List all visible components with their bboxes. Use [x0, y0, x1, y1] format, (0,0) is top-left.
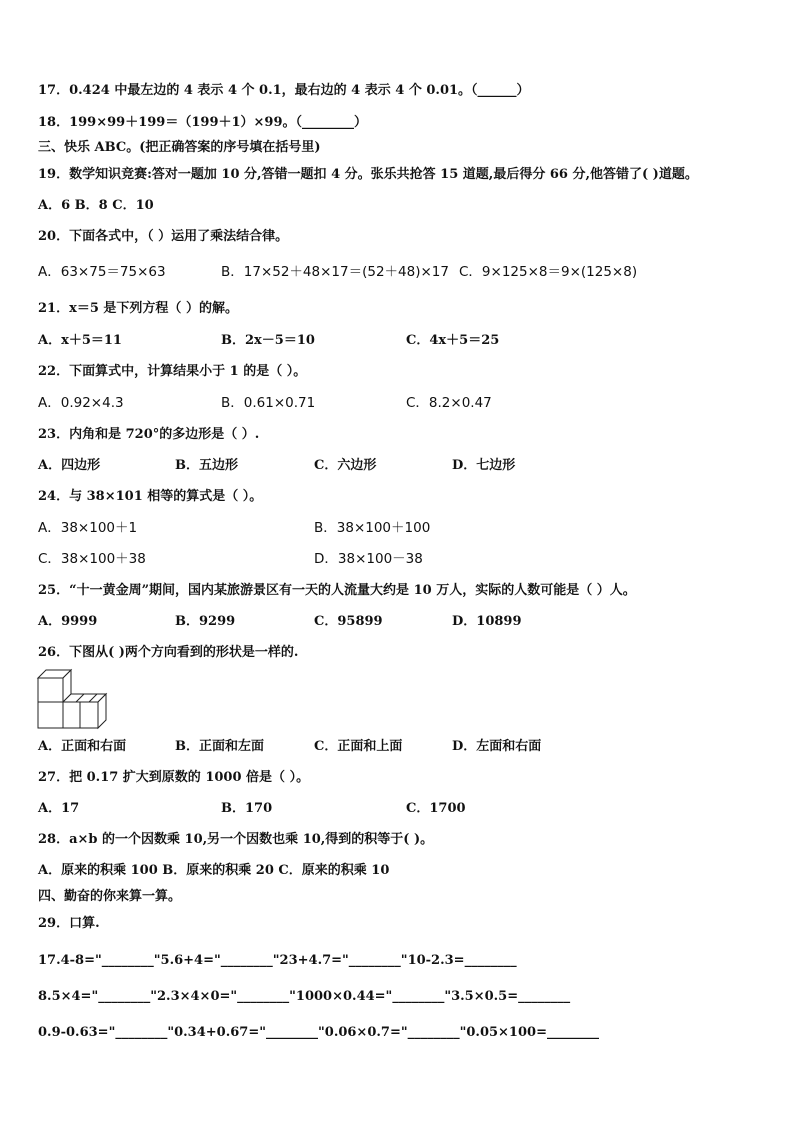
question-22-option-b: B．0.61×0.71 — [221, 395, 316, 411]
question-28: 28．a×b 的一个因数乘 10,另一个因数也乘 10,得到的积等于( )。 — [38, 832, 434, 847]
question-25-option-a: A．9999 — [38, 614, 98, 629]
question-29: 29．口算. — [38, 916, 100, 931]
question-28-options: A．原来的积乘 100 B．原来的积乘 20 C．原来的积乘 10 — [38, 863, 390, 878]
section-3-heading: 三、快乐 ABC。(把正确答案的序号填在括号里) — [38, 140, 321, 155]
question-27: 27．把 0.17 扩大到原数的 1000 倍是（ ）。 — [38, 770, 310, 785]
question-22: 22．下面算式中，计算结果小于 1 的是（ ）。 — [38, 364, 307, 379]
question-17: 17．0.424 中最左边的 4 表示 4 个 0.1，最右边的 4 表示 4 个 0.01。（______） — [38, 83, 530, 98]
question-23-option-d: D．七边形 — [452, 458, 516, 473]
question-26-option-c: C．正面和上面 — [314, 739, 403, 754]
question-23: 23．内角和是 720°的多边形是（ ）. — [38, 427, 260, 442]
question-24-option-a: A．38×100＋1 — [38, 520, 138, 536]
question-24: 24．与 38×101 相等的算式是（ ）。 — [38, 489, 263, 504]
question-26-option-d: D．左面和右面 — [452, 739, 542, 754]
question-19-options: A．6 B．8 C．10 — [38, 198, 154, 213]
question-21-option-a: A．x＋5＝11 — [38, 333, 122, 348]
question-22-option-c: C．8.2×0.47 — [406, 395, 492, 411]
mental-math-row-3: 0.9-0.63="________"0.34+0.67="________"0.06×0.7="________"0.05×100=________ — [38, 1025, 599, 1040]
question-26: 26．下图从( )两个方向看到的形状是一样的. — [38, 645, 299, 660]
question-23-option-a: A．四边形 — [38, 458, 101, 473]
question-21: 21．x＝5 是下列方程（ ）的解。 — [38, 301, 238, 316]
question-25-option-d: D．10899 — [452, 614, 522, 629]
question-21-option-b: B．2x－5＝10 — [221, 333, 315, 348]
question-20: 20．下面各式中，（ ）运用了乘法结合律。 — [38, 229, 289, 244]
question-21-option-c: C．4x＋5＝25 — [406, 333, 500, 348]
question-27-option-b: B．170 — [221, 801, 273, 816]
question-23-option-b: B．五边形 — [175, 458, 238, 473]
question-19: 19．数学知识竞赛:答对一题加 10 分,答错一题扣 4 分。张乐共抢答 15 道题,最后得分 66 分,他答错了( )道题。 — [38, 167, 698, 182]
cube-stack-figure — [36, 668, 110, 732]
question-25: 25．“十一黄金周”期间，国内某旅游景区有一天的人流量大约是 10 万人，实际的人数可能是（ ）人。 — [38, 583, 636, 598]
question-24-option-d: D．38×100－38 — [314, 551, 423, 567]
question-26-option-a: A．正面和右面 — [38, 739, 127, 754]
question-25-option-c: C．95899 — [314, 614, 383, 629]
question-18: 18．199×99＋199＝（199＋1）×99。（________） — [38, 115, 368, 130]
question-20-option-b: B．17×52＋48×17＝(52＋48)×17 — [221, 264, 449, 280]
question-24-option-c: C．38×100＋38 — [38, 551, 146, 567]
question-26-option-b: B．正面和左面 — [175, 739, 264, 754]
section-4-heading: 四、勤奋的你来算一算。 — [38, 889, 182, 904]
mental-math-row-2: 8.5×4="________"2.3×4×0="________"1000×0.44="________"3.5×0.5=________ — [38, 989, 571, 1004]
question-20-option-c: C．9×125×8＝9×(125×8) — [459, 264, 638, 280]
question-23-option-c: C．六边形 — [314, 458, 377, 473]
mental-math-row-1: 17.4-8="________"5.6+4="________"23+4.7="________"10-2.3=________ — [38, 953, 517, 968]
question-22-option-a: A．0.92×4.3 — [38, 395, 124, 411]
question-27-option-c: C．1700 — [406, 801, 466, 816]
question-20-option-a: A．63×75＝75×63 — [38, 264, 166, 280]
question-24-option-b: B．38×100＋100 — [314, 520, 431, 536]
question-25-option-b: B．9299 — [175, 614, 236, 629]
question-27-option-a: A．17 — [38, 801, 80, 816]
